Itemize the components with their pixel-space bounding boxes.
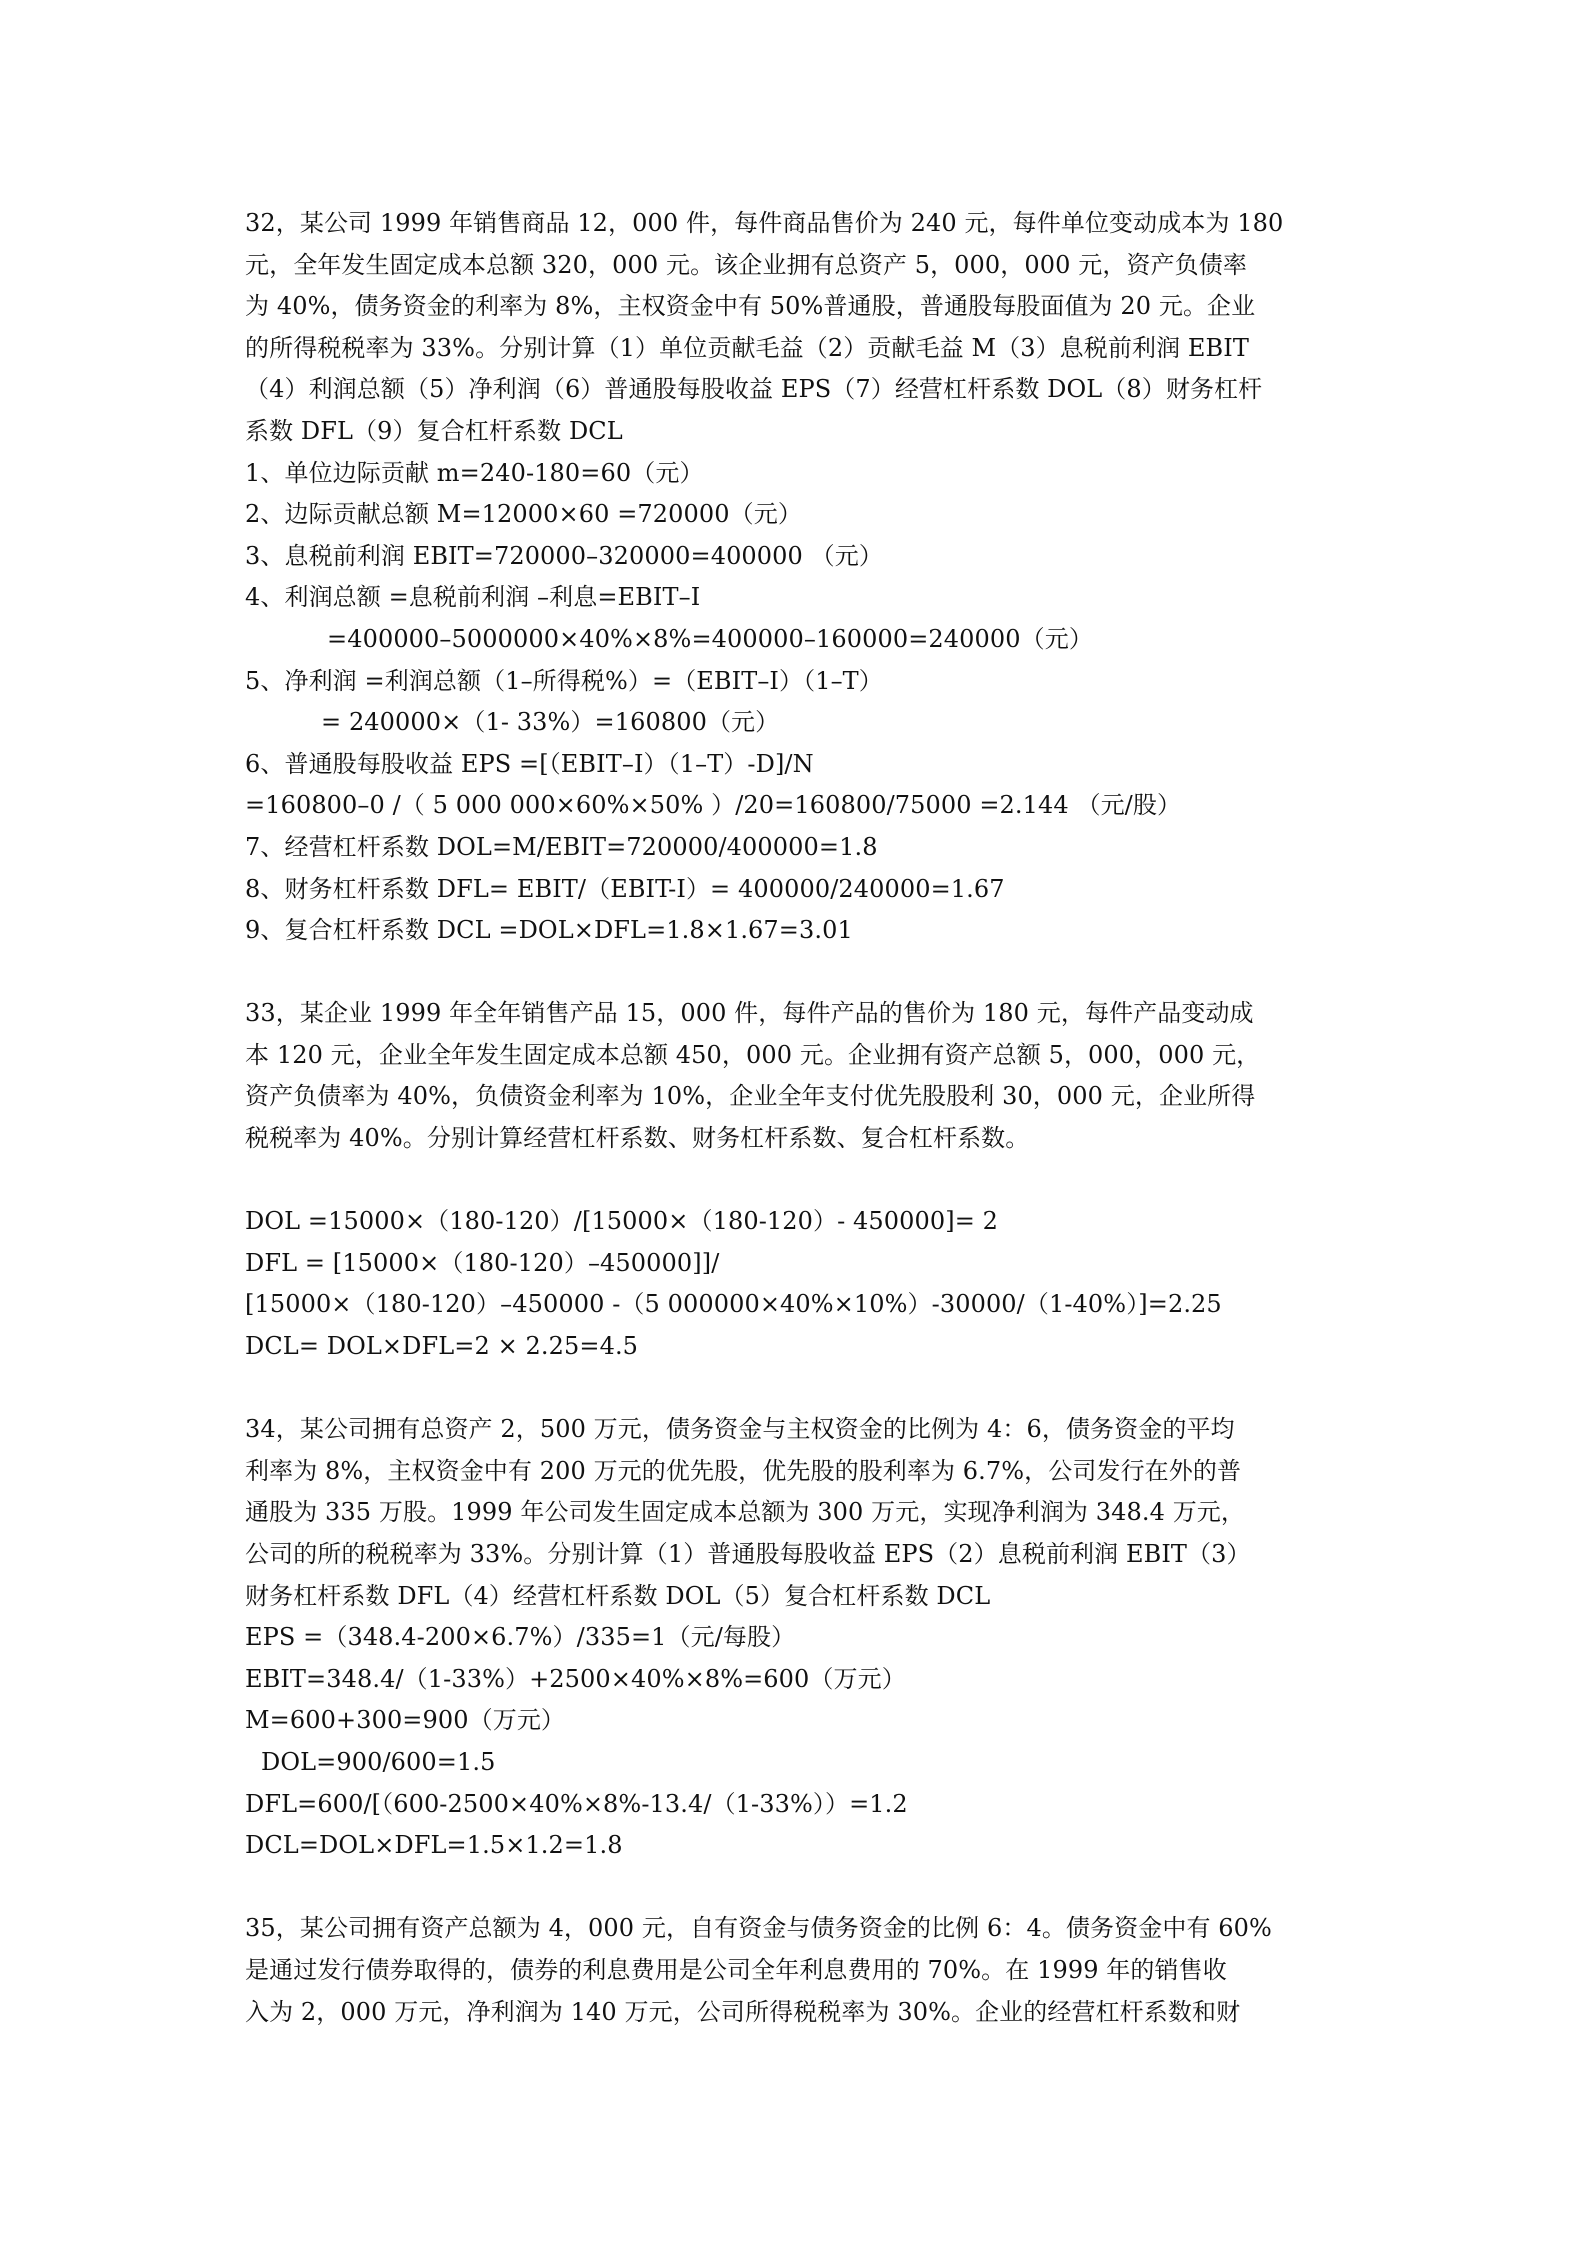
- problem-34-question-line: 财务杠杆系数 DFL（4）经营杠杆系数 DOL（5）复合杠杆系数 DCL: [245, 1581, 991, 1610]
- paragraph-gap: [245, 952, 1355, 994]
- problem-33-question-line: 33，某企业 1999 年全年销售产品 15，000 件，每件产品的售价为 180 元，每件产品变动成: [245, 999, 1254, 1028]
- paragraph-gap: [245, 1160, 1355, 1202]
- problem-34-answer-line: EBIT=348.4/（1-33%）+2500×40%×8%=600（万元）: [245, 1664, 906, 1693]
- problem-32-answer-line: 7、经营杠杆系数 DOL=M/EBIT=720000/400000=1.8: [245, 832, 878, 861]
- document-content: [245, 203, 1355, 2033]
- problem-32-answer-line: 5、净利润 =利润总额（1–所得税%）=（EBIT–I）（1–T）: [245, 666, 883, 695]
- problem-32-question-line: （4）利润总额（5）净利润（6）普通股每股收益 EPS（7）经营杠杆系数 DOL（8）财务杠杆: [245, 375, 1263, 404]
- problem-32-answer-line: 2、边际贡献总额 M=12000×60 =720000（元）: [245, 500, 802, 529]
- problem-33-answer-line: [15000×（180-120）–450000 -（5 000000×40%×10%）-30000/（1-40%）]=2.25: [245, 1290, 1222, 1319]
- problem-34-answer-line: M=600+300=900（万元）: [245, 1706, 566, 1735]
- paragraph-gap: [245, 1867, 1355, 1909]
- problem-35-question-line: 入为 2，000 万元，净利润为 140 万元，公司所得税税率为 30%。企业的经营杠杆系数和财: [245, 1997, 1241, 2026]
- problem-32-question-line: 元，全年发生固定成本总额 320，000 元。该企业拥有总资产 5，000，000 元，资产负债率: [245, 250, 1247, 279]
- paragraph-gap: [245, 1368, 1355, 1410]
- problem-32-question-line: 的所得税税率为 33%。分别计算（1）单位贡献毛益（2）贡献毛益 M（3）息税前利润 EBIT: [245, 333, 1249, 362]
- problem-33: [245, 993, 1355, 1367]
- problem-32-question-line: 32，某公司 1999 年销售商品 12，000 件，每件商品售价为 240 元，每件单位变动成本为 180: [245, 209, 1284, 237]
- problem-34-question-line: 利率为 8%，主权资金中有 200 万元的优先股，优先股的股利率为 6.7%，公司发行在外的普: [245, 1456, 1242, 1485]
- problem-33-question-line: 税税率为 40%。分别计算经营杠杆系数、财务杠杆系数、复合杠杆系数。: [245, 1124, 1030, 1153]
- problem-32-answer-line: 3、息税前利润 EBIT=720000–320000=400000 （元）: [245, 541, 883, 570]
- problem-34-answer-line: EPS =（348.4-200×6.7%）/335=1（元/每股）: [245, 1623, 796, 1652]
- problem-32-answer-line: 9、复合杠杆系数 DCL =DOL×DFL=1.8×1.67=3.01: [245, 916, 853, 945]
- problem-33-answer-line: DFL = [15000×（180-120）–450000]]/: [245, 1248, 720, 1277]
- problem-34-question-line: 公司的所的税税率为 33%。分别计算（1）普通股每股收益 EPS（2）息税前利润 EBIT（3）: [245, 1540, 1251, 1568]
- problem-32-answer-line: 6、普通股每股收益 EPS =[（EBIT–I）（1–T）-D]/N: [245, 749, 814, 778]
- problem-32-answer-line: =160800–0 /（ 5 000 000×60%×50% ）/20=160800/75000 =2.144 （元/股）: [245, 791, 1182, 820]
- problem-34-answer-line: DFL=600/[（600-2500×40%×8%-13.4/（1-33%））=1.2: [245, 1789, 908, 1818]
- problem-33-answer-line: DOL =15000×（180-120）/[15000×（180-120）- 450000]= 2: [245, 1207, 999, 1236]
- problem-32-question-line: 系数 DFL（9）复合杠杆系数 DCL: [245, 416, 623, 445]
- problem-35: [245, 1908, 1355, 2033]
- problem-34-answer-line: DCL=DOL×DFL=1.5×1.2=1.8: [245, 1831, 623, 1860]
- problem-32-answer-line: 1、单位边际贡献 m=240-180=60（元）: [245, 458, 704, 487]
- problem-34-answer-line: DOL=900/600=1.5: [261, 1747, 496, 1776]
- problem-35-question-line: 35，某公司拥有资产总额为 4，000 元，自有资金与债务资金的比例 6：4。债务资金中有 60%: [245, 1914, 1272, 1943]
- problem-34: [245, 1409, 1355, 1867]
- problem-32-answer-line: = 240000×（1- 33%）=160800（元）: [321, 708, 780, 737]
- problem-33-question-line: 资产负债率为 40%，负债资金利率为 10%，企业全年支付优先股股利 30，000 元，企业所得: [245, 1082, 1256, 1111]
- problem-32: [245, 203, 1355, 952]
- problem-32-answer-line: 4、利润总额 =息税前利润 –利息=EBIT–I: [245, 583, 701, 612]
- problem-35-question-line: 是通过发行债券取得的，债券的利息费用是公司全年利息费用的 70%。在 1999 年的销售收: [245, 1955, 1227, 1984]
- problem-33-answer-line: DCL= DOL×DFL=2 × 2.25=4.5: [245, 1332, 639, 1361]
- problem-34-question-line: 通股为 335 万股。1999 年公司发生固定成本总额为 300 万元，实现净利润为 348.4 万元，: [245, 1498, 1246, 1527]
- problem-32-answer-line: 8、财务杠杆系数 DFL= EBIT/（EBIT-I）= 400000/240000=1.67: [245, 874, 1005, 903]
- problem-32-answer-line: =400000–5000000×40%×8%=400000–160000=240000（元）: [327, 624, 1093, 653]
- problem-34-question-line: 34，某公司拥有总资产 2，500 万元，债务资金与主权资金的比例为 4：6，债务资金的平均: [245, 1415, 1235, 1444]
- problem-32-question-line: 为 40%，债务资金的利率为 8%，主权资金中有 50%普通股，普通股每股面值为 20 元。企业: [245, 292, 1256, 321]
- problem-33-question-line: 本 120 元，企业全年发生固定成本总额 450，000 元。企业拥有资产总额 5，000，000 元，: [245, 1040, 1261, 1069]
